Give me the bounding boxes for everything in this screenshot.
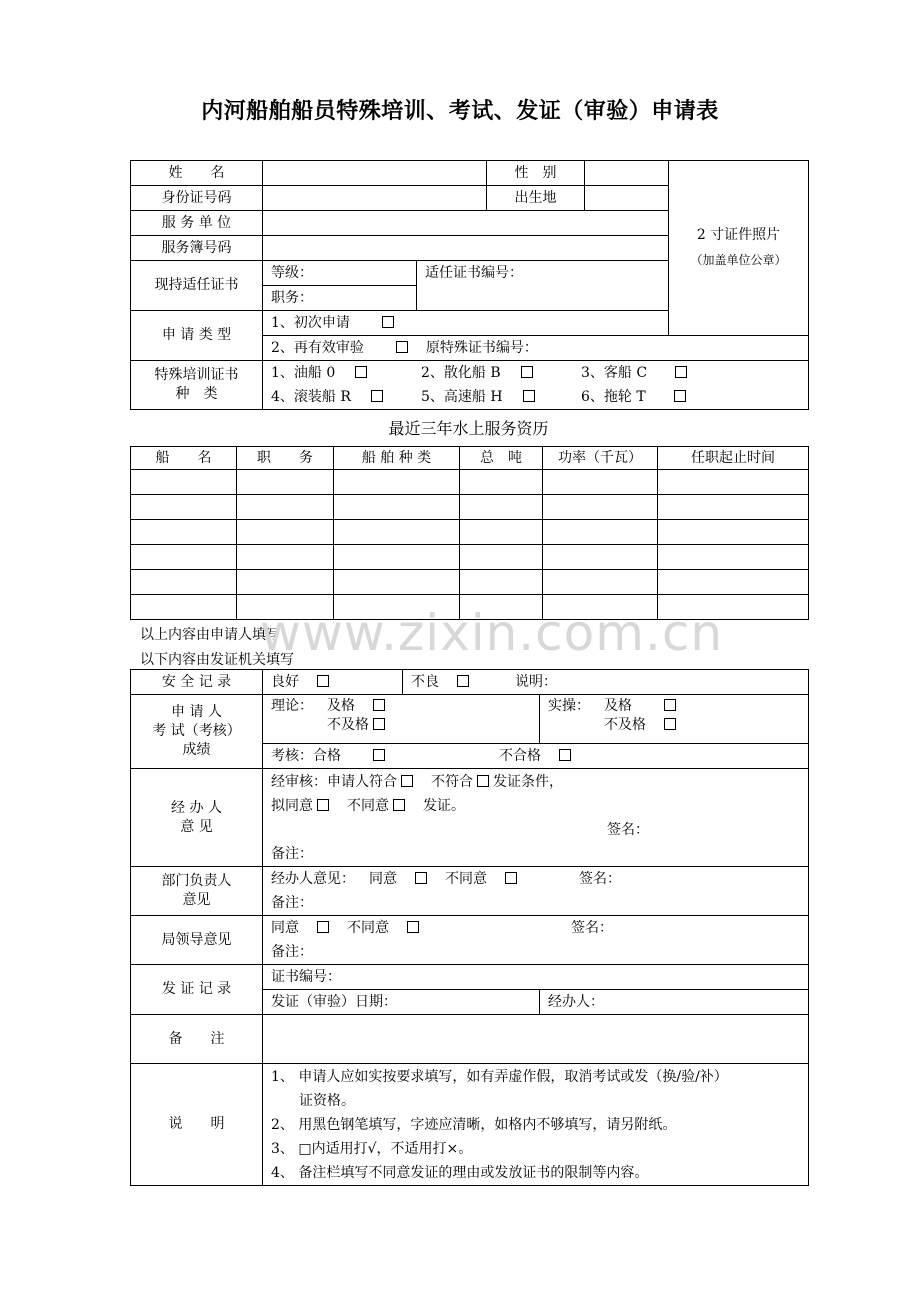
handler-label-line1: 经 办 人 xyxy=(171,799,222,816)
apply-type-first-label: 1、初次申请 xyxy=(271,314,350,331)
table-row xyxy=(131,595,809,620)
issue-date-label: 发证（审验）日期： xyxy=(271,993,397,1010)
passenger-checkbox[interactable] xyxy=(675,366,687,378)
chem-checkbox[interactable] xyxy=(521,366,533,378)
special-type-hsc: 5、高速船 H xyxy=(421,388,581,407)
id-field[interactable] xyxy=(263,186,487,211)
dept-label xyxy=(131,867,263,916)
cell[interactable] xyxy=(658,545,809,570)
cell[interactable] xyxy=(334,520,460,545)
dept-remark-label: 备注： xyxy=(271,895,313,911)
unit-field[interactable] xyxy=(263,211,669,236)
dept-agree-label: 同意 xyxy=(369,871,397,887)
roro-checkbox[interactable] xyxy=(371,390,383,402)
score-label-line3: 成绩 xyxy=(182,742,211,758)
gender-field[interactable] xyxy=(585,161,669,186)
handler-agree-label: 拟同意 xyxy=(271,797,313,814)
instruction-2: 2、 用黑色钢笔填写，字迹应清晰，如格内不够填写，请另附纸。 xyxy=(271,1116,677,1133)
service-section-title: 最近三年水上服务资历 xyxy=(388,419,549,438)
cert-no-label: 适任证书编号： xyxy=(425,265,523,281)
theory-fail-checkbox[interactable] xyxy=(373,718,385,730)
issue-cert-no-cell[interactable] xyxy=(263,965,809,990)
col-ship-type: 船 舶 种 类 xyxy=(334,447,460,470)
handler-label-line2: 意 见 xyxy=(180,818,213,835)
table-row xyxy=(131,570,809,595)
practice-cell xyxy=(540,695,809,744)
dept-sign-label: 签名： xyxy=(579,871,621,887)
remarks-field[interactable] xyxy=(263,1015,809,1064)
assess-pass-checkbox[interactable] xyxy=(373,749,385,761)
cell[interactable] xyxy=(131,520,237,545)
name-field[interactable] xyxy=(263,161,487,186)
cell[interactable] xyxy=(460,495,543,520)
assess-cell xyxy=(263,744,809,769)
dept-cell xyxy=(263,867,809,916)
practice-fail-label: 不及格 xyxy=(604,717,646,733)
handler-cell xyxy=(263,769,809,867)
grade-field[interactable] xyxy=(263,261,417,286)
cell[interactable] xyxy=(460,545,543,570)
special-type-label-line1: 特殊培训证书 xyxy=(154,367,239,383)
first-apply-checkbox[interactable] xyxy=(382,316,394,328)
cell[interactable] xyxy=(460,570,543,595)
good-checkbox[interactable] xyxy=(317,675,329,687)
id-label: 身份证号码 xyxy=(131,186,263,211)
assess-pass-label: 考核：合格 xyxy=(271,747,341,764)
cell[interactable] xyxy=(543,545,658,570)
apply-type-label: 申 请 类 型 xyxy=(131,311,263,361)
issuer-cell[interactable] xyxy=(540,990,809,1015)
special-type-tug: 6、拖轮 T xyxy=(581,388,721,407)
table-row xyxy=(131,470,809,495)
applicant-main-table xyxy=(130,160,809,410)
theory-fail-label: 不及格 xyxy=(327,717,369,733)
apply-type-first xyxy=(263,311,669,336)
book-field[interactable] xyxy=(263,236,669,261)
dept-opinion-label: 经办人意见： xyxy=(271,871,355,887)
photo-label: 2 寸证件照片 xyxy=(696,227,781,243)
col-duty: 职 务 xyxy=(237,447,334,470)
authority-table xyxy=(130,669,809,1186)
dept-agree-checkbox[interactable] xyxy=(415,872,427,884)
table-row xyxy=(131,545,809,570)
bureau-agree-label: 同意 xyxy=(271,920,299,936)
practice-label: 实操： xyxy=(548,698,590,714)
cell[interactable] xyxy=(334,470,460,495)
practice-fail-checkbox[interactable] xyxy=(664,718,676,730)
special-type-oil: 1、油船 0 xyxy=(271,364,421,383)
handler-cond-label: 发证条件， xyxy=(493,773,563,790)
cell[interactable] xyxy=(460,470,543,495)
issuer-label: 经办人： xyxy=(548,993,604,1010)
cell[interactable] xyxy=(460,595,543,620)
orig-cert-label: 原特殊证书编号： xyxy=(425,339,538,356)
remarks-label: 备 注 xyxy=(131,1015,263,1064)
assess-fail-label: 不合格 xyxy=(499,747,541,764)
tug-checkbox[interactable] xyxy=(674,390,686,402)
cell[interactable] xyxy=(334,545,460,570)
bureau-cell xyxy=(263,916,809,965)
handler-remark-label: 备注： xyxy=(271,845,313,862)
cell[interactable] xyxy=(237,520,334,545)
col-power: 功率（千瓦） xyxy=(543,447,658,470)
theory-pass-label: 及格 xyxy=(327,698,355,714)
cell[interactable] xyxy=(658,495,809,520)
cell[interactable] xyxy=(334,495,460,520)
cell[interactable] xyxy=(658,520,809,545)
bureau-sign-label: 签名： xyxy=(571,920,613,936)
cell[interactable] xyxy=(658,595,809,620)
instruction-1-cont: 证资格。 xyxy=(299,1092,355,1109)
gender-label: 性 别 xyxy=(487,161,585,186)
handler-sign-label: 签名： xyxy=(607,821,649,838)
duty-field[interactable] xyxy=(263,286,417,311)
cell[interactable] xyxy=(237,495,334,520)
explain-label: 说明： xyxy=(515,673,557,690)
photo-box xyxy=(669,161,809,336)
safety-label: 安 全 记 录 xyxy=(131,670,263,695)
dept-disagree-checkbox[interactable] xyxy=(505,872,517,884)
page-title: 内河船舶船员特殊培训、考试、发证（审验）申请表 xyxy=(201,98,719,124)
issue-date-cell[interactable] xyxy=(263,990,540,1015)
theory-cell xyxy=(263,695,540,744)
cell[interactable] xyxy=(131,545,237,570)
safety-good xyxy=(263,670,403,695)
oil-checkbox[interactable] xyxy=(355,366,367,378)
special-type-roro: 4、滚装船 R xyxy=(271,388,421,407)
col-tonnage: 总 吨 xyxy=(460,447,543,470)
bureau-remark-label: 备注： xyxy=(271,944,313,960)
handler-meet-label: 经审核：申请人符合 xyxy=(271,773,397,790)
cell[interactable] xyxy=(237,545,334,570)
cell[interactable] xyxy=(543,595,658,620)
issue-cert-no-label: 证书编号： xyxy=(271,968,341,985)
authority-fill-note: 以下内容由发证机关填写 xyxy=(140,652,294,668)
instructions-cell xyxy=(263,1064,809,1186)
cell[interactable] xyxy=(237,470,334,495)
cell[interactable] xyxy=(237,570,334,595)
cell[interactable] xyxy=(543,495,658,520)
duty-label: 职务： xyxy=(271,289,313,306)
cell[interactable] xyxy=(658,470,809,495)
handler-issue-label: 发证。 xyxy=(423,797,465,814)
score-label-line2: 考 试（考核） xyxy=(152,723,241,739)
handler-label xyxy=(131,769,263,867)
cell[interactable] xyxy=(334,595,460,620)
unit-label: 服 务 单 位 xyxy=(131,211,263,236)
cell[interactable] xyxy=(131,570,237,595)
cell[interactable] xyxy=(543,570,658,595)
issue-label: 发 证 记 录 xyxy=(131,965,263,1015)
cell[interactable] xyxy=(237,595,334,620)
col-ship-name: 船 名 xyxy=(131,447,237,470)
bureau-label: 局领导意见 xyxy=(131,916,263,965)
cell[interactable] xyxy=(543,470,658,495)
cell[interactable] xyxy=(460,520,543,545)
instruction-1: 1、 申请人应如实按要求填写，如有弄虚作假，取消考试或发（换/验/补） xyxy=(271,1068,728,1085)
grade-label: 等级： xyxy=(271,264,313,281)
book-label: 服务簿号码 xyxy=(131,236,263,261)
dept-disagree-label: 不同意 xyxy=(445,871,487,887)
handler-disagree-label: 不同意 xyxy=(347,797,389,814)
cell[interactable] xyxy=(334,570,460,595)
table-row xyxy=(131,520,809,545)
hsc-checkbox[interactable] xyxy=(523,390,535,402)
special-type-chem: 2、散化船 B xyxy=(421,364,581,383)
meet-checkbox[interactable] xyxy=(401,775,413,787)
bad-checkbox[interactable] xyxy=(457,675,469,687)
instruction-3: 3、 □内适用打√，不适用打×。 xyxy=(271,1140,473,1157)
applicant-fill-note: 以上内容由申请人填写 xyxy=(140,627,280,643)
apply-type-renew xyxy=(263,336,809,361)
renew-checkbox[interactable] xyxy=(396,341,408,353)
bad-label: 不良 xyxy=(411,673,439,690)
cell[interactable] xyxy=(543,520,658,545)
dept-label-line1: 部门负责人 xyxy=(161,873,232,889)
score-label xyxy=(131,695,263,769)
notmeet-checkbox[interactable] xyxy=(477,775,489,787)
photo-seal-note: （加盖单位公章） xyxy=(690,253,787,267)
bureau-agree-checkbox[interactable] xyxy=(317,921,329,933)
score-label-line1: 申 请 人 xyxy=(171,704,222,720)
bureau-disagree-checkbox[interactable] xyxy=(407,921,419,933)
name-label: 姓 名 xyxy=(131,161,263,186)
handler-agree-checkbox[interactable] xyxy=(317,799,329,811)
good-label: 良好 xyxy=(271,673,299,690)
special-type-label-line2: 种 类 xyxy=(175,386,218,402)
cell[interactable] xyxy=(131,495,237,520)
special-type-passenger: 3、客船 C xyxy=(581,364,721,383)
cell[interactable] xyxy=(658,570,809,595)
bureau-disagree-label: 不同意 xyxy=(347,920,389,936)
practice-pass-checkbox[interactable] xyxy=(664,699,676,711)
table-row xyxy=(131,495,809,520)
special-type-label xyxy=(131,361,263,410)
birthplace-label: 出生地 xyxy=(487,186,585,211)
cert-no-field[interactable] xyxy=(417,261,669,311)
safety-bad xyxy=(403,670,809,695)
practice-pass-label: 及格 xyxy=(604,698,632,714)
handler-notmeet-label: 不符合 xyxy=(431,773,473,790)
service-history-table xyxy=(130,446,809,620)
dept-label-line2: 意见 xyxy=(182,892,211,908)
apply-type-renew-label: 2、再有效审验 xyxy=(271,339,364,356)
col-period: 任职起止时间 xyxy=(658,447,809,470)
birthplace-field[interactable] xyxy=(585,186,669,211)
theory-label: 理论： xyxy=(271,698,313,714)
instruction-4: 4、 备注栏填写不同意发证的理由或发放证书的限制等内容。 xyxy=(271,1164,649,1181)
assess-fail-checkbox[interactable] xyxy=(559,749,571,761)
theory-pass-checkbox[interactable] xyxy=(373,699,385,711)
special-types-cell xyxy=(263,361,809,410)
cert-label: 现持适任证书 xyxy=(131,261,263,311)
cell[interactable] xyxy=(131,595,237,620)
handler-disagree-checkbox[interactable] xyxy=(393,799,405,811)
watermark: www.zixin.com.cn xyxy=(260,604,724,662)
cell[interactable] xyxy=(131,470,237,495)
instructions-label: 说 明 xyxy=(131,1064,263,1186)
